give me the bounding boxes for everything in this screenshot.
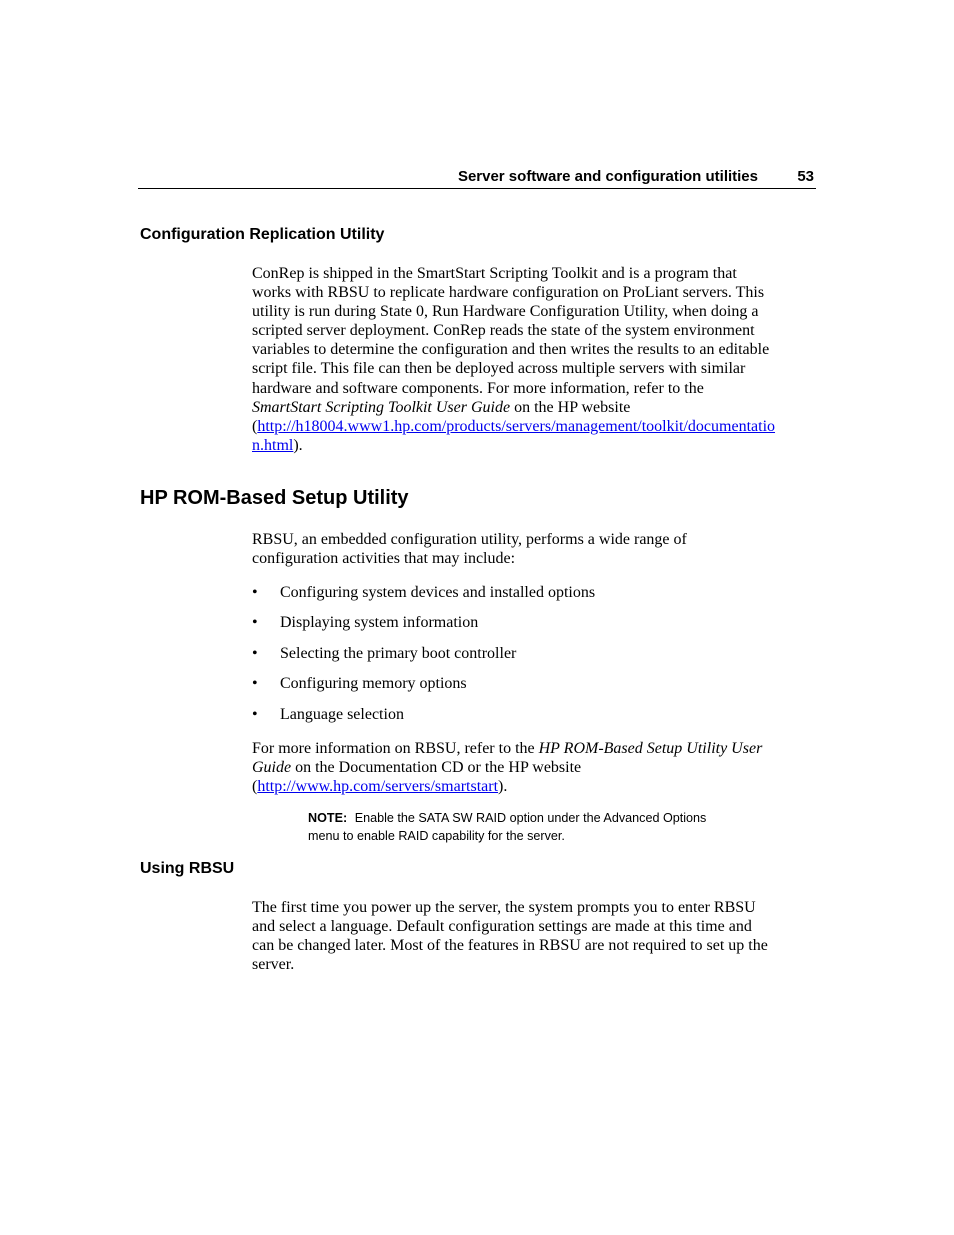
rbsu-heading: HP ROM-Based Setup Utility — [140, 487, 409, 509]
rbsu-intro — [252, 530, 816, 568]
more-info-prefix: For more information on RBSU, refer to the — [252, 740, 539, 757]
text-line: hardware and software components. For more information, refer to the — [252, 379, 704, 397]
close-paren: ). — [498, 778, 508, 796]
text-line: scripted server deployment. ConRep reads the state of the system environment — [252, 322, 755, 340]
text-line: The first time you power up the server, the system prompts you to enter RBSU — [252, 899, 756, 916]
rbsu-feature-list — [252, 583, 816, 735]
bullet-icon: • — [252, 705, 258, 723]
rbsu-guide-title: HP ROM-Based Setup Utility User — [538, 740, 763, 757]
using-rbsu-heading: Using RBSU — [140, 860, 235, 877]
bullet-icon: • — [252, 675, 258, 693]
text-line: RBSU, an embedded configuration utility, performs a wide range of — [252, 531, 687, 548]
list-item — [252, 674, 816, 693]
text-line: can be changed later. Most of the features in RBSU are not required to set up the — [252, 937, 768, 955]
list-item — [252, 613, 816, 632]
text-line: ConRep is shipped in the SmartStart Scripting Toolkit and is a program that — [252, 265, 737, 282]
list-item-text: Displaying system information — [280, 614, 479, 632]
toolkit-doc-link-continued[interactable]: n.html — [252, 436, 294, 454]
text-line — [252, 777, 816, 796]
text-line — [252, 398, 816, 417]
list-item-text: Selecting the primary boot controller — [280, 644, 517, 662]
text-line: and select a language. Default configuration settings are made at this time and — [252, 918, 752, 936]
using-rbsu-paragraph — [252, 898, 816, 974]
more-info-mid: on the Documentation CD or the HP website — [291, 759, 582, 777]
note-text: Enable the SATA SW RAID option under the Advanced Options — [354, 811, 707, 825]
note-text-continued: menu to enable RAID capability for the server. — [308, 828, 565, 843]
bullet-icon: • — [252, 644, 258, 662]
text-line — [252, 417, 816, 436]
rbsu-more-info — [252, 739, 816, 796]
guide-suffix: on the HP website — [510, 398, 631, 416]
toolkit-guide-title: SmartStart Scripting Toolkit User Guide — [252, 398, 511, 416]
list-item-text: Configuring memory options — [280, 675, 467, 693]
list-item-text: Language selection — [280, 705, 404, 723]
bullet-icon: • — [252, 614, 258, 632]
text-line: works with RBSU to replicate hardware configuration on ProLiant servers. This — [252, 284, 765, 302]
text-line — [252, 758, 816, 777]
page-number: 53 — [797, 168, 814, 185]
open-paren: ( — [252, 417, 258, 435]
text-line — [252, 739, 816, 758]
text-line: configuration activities that may include: — [252, 550, 516, 568]
text-line: server. — [252, 956, 295, 974]
smartstart-link[interactable]: http://www.hp.com/servers/smartstart — [257, 778, 499, 796]
header-section-title: Server software and configuration utilities — [457, 168, 758, 185]
note-label: NOTE: — [308, 811, 348, 825]
toolkit-doc-link[interactable]: http://h18004.www1.hp.com/products/servers/management/toolkit/documentatio — [257, 417, 776, 435]
text-line: variables to determine the configuration and then writes the results to an editable — [252, 341, 770, 359]
close-paren: ). — [293, 436, 303, 454]
list-item — [252, 644, 816, 663]
list-item — [252, 583, 816, 602]
open-paren: ( — [252, 778, 258, 796]
text-line: script file. This file can then be deployed across multiple servers with similar — [252, 360, 746, 378]
running-header — [138, 168, 816, 189]
list-item — [252, 705, 816, 724]
rbsu-guide-title-continued: Guide — [252, 759, 292, 777]
text-line — [308, 810, 788, 828]
text-line — [252, 436, 816, 455]
text-line: utility is run during State 0, Run Hardware Configuration Utility, when doing a — [252, 303, 759, 321]
bullet-icon: • — [252, 584, 258, 601]
list-item-text: Configuring system devices and installed options — [280, 584, 596, 601]
conrep-paragraph — [252, 264, 816, 455]
conrep-heading: Configuration Replication Utility — [140, 226, 385, 243]
raid-note — [308, 810, 788, 845]
